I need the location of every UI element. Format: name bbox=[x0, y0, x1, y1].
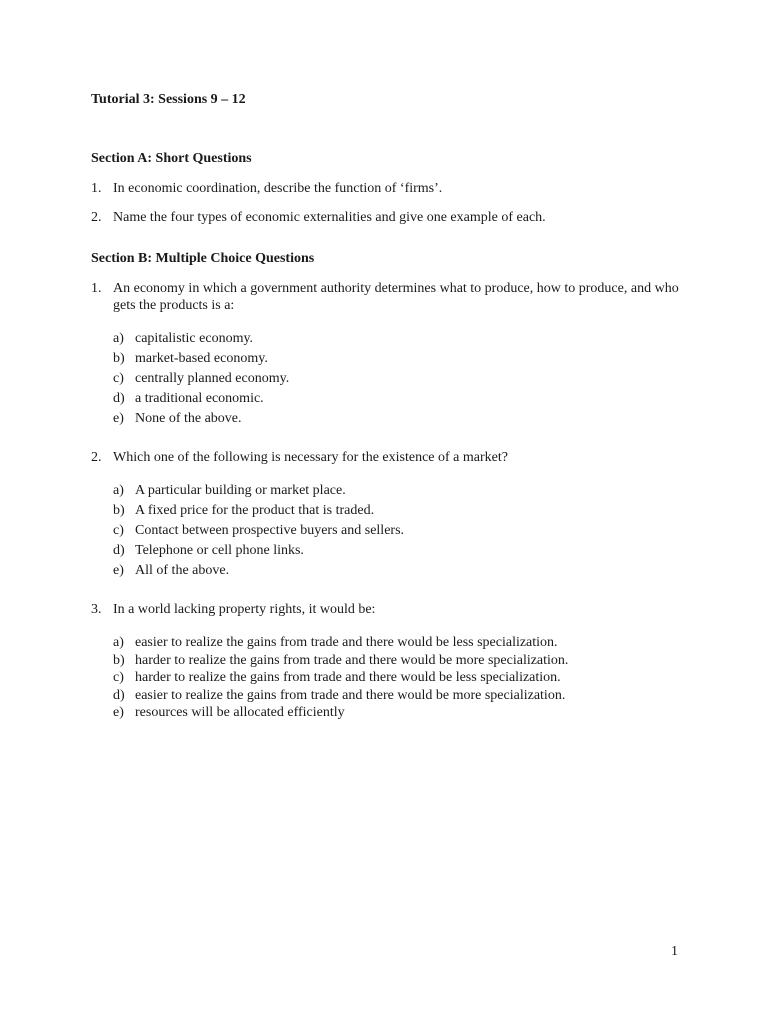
question-text: Name the four types of economic externalities and give one example of each. bbox=[113, 210, 546, 225]
option-letter: b) bbox=[113, 652, 125, 668]
option-item bbox=[113, 369, 673, 389]
option-letter: a) bbox=[113, 635, 124, 650]
option-text: capitalistic economy. bbox=[135, 331, 254, 346]
option-text: easier to realize the gains from trade and there would be less specialization. bbox=[135, 635, 558, 650]
option-item bbox=[113, 481, 673, 501]
mcq-1-options bbox=[113, 329, 673, 429]
section-b-heading: Section B: Multiple Choice Questions bbox=[91, 251, 315, 266]
option-letter: d) bbox=[113, 687, 125, 703]
option-item bbox=[113, 634, 673, 652]
option-item bbox=[113, 541, 673, 561]
option-letter: c) bbox=[113, 371, 124, 386]
option-letter: a) bbox=[113, 331, 124, 346]
question-text: Which one of the following is necessary for the existence of a market? bbox=[113, 450, 508, 465]
option-text: centrally planned economy. bbox=[135, 371, 290, 386]
option-text: a traditional economic. bbox=[135, 391, 264, 406]
option-letter: d) bbox=[113, 543, 125, 558]
option-item bbox=[113, 652, 673, 670]
option-letter: d) bbox=[113, 391, 125, 406]
option-text: harder to realize the gains from trade and there would be more specialization. bbox=[135, 652, 569, 668]
option-text: A fixed price for the product that is traded. bbox=[135, 503, 375, 518]
option-item bbox=[113, 329, 673, 349]
option-letter: b) bbox=[113, 503, 125, 518]
option-letter: a) bbox=[113, 483, 124, 498]
option-letter: c) bbox=[113, 670, 124, 685]
option-letter: b) bbox=[113, 351, 125, 366]
mcq-question-2 bbox=[91, 449, 691, 466]
mcq-question-1 bbox=[91, 280, 691, 314]
option-item bbox=[113, 687, 673, 705]
option-letter: e) bbox=[113, 563, 124, 578]
option-item bbox=[113, 704, 673, 722]
page-number: 1 bbox=[671, 944, 678, 959]
option-text: Telephone or cell phone links. bbox=[135, 543, 304, 558]
option-letter: e) bbox=[113, 705, 124, 720]
option-text: resources will be allocated efficiently bbox=[135, 705, 345, 720]
option-item bbox=[113, 349, 673, 369]
option-text: easier to realize the gains from trade and there would be more specialization. bbox=[135, 687, 566, 703]
section-a-heading: Section A: Short Questions bbox=[91, 151, 252, 166]
option-text: All of the above. bbox=[135, 563, 230, 578]
option-item bbox=[113, 501, 673, 521]
question-number: 3. bbox=[91, 602, 102, 617]
short-question-2 bbox=[91, 209, 691, 226]
question-number: 2. bbox=[91, 210, 102, 225]
option-text: harder to realize the gains from trade and there would be less specialization. bbox=[135, 670, 561, 685]
document-title: Tutorial 3: Sessions 9 – 12 bbox=[91, 92, 246, 107]
option-letter: e) bbox=[113, 411, 124, 426]
question-text: In economic coordination, describe the function of ‘firms’. bbox=[113, 181, 443, 196]
option-text: None of the above. bbox=[135, 411, 242, 426]
option-item bbox=[113, 561, 673, 581]
mcq-3-options bbox=[113, 634, 673, 722]
option-text: market-based economy. bbox=[135, 351, 268, 366]
mcq-question-3 bbox=[91, 601, 691, 618]
question-text: In a world lacking property rights, it would be: bbox=[113, 602, 376, 617]
option-item bbox=[113, 389, 673, 409]
option-item bbox=[113, 409, 673, 429]
option-text: Contact between prospective buyers and sellers. bbox=[135, 523, 405, 538]
option-item bbox=[113, 669, 673, 687]
question-text: An economy in which a government authority determines what to produce, how to produce, and who gets the products is a: bbox=[113, 281, 679, 313]
question-number: 1. bbox=[91, 281, 102, 296]
mcq-2-options bbox=[113, 481, 673, 581]
option-item bbox=[113, 521, 673, 541]
option-letter: c) bbox=[113, 523, 124, 538]
question-number: 2. bbox=[91, 450, 102, 465]
option-text: A particular building or market place. bbox=[135, 483, 346, 498]
short-question-1 bbox=[91, 180, 691, 197]
question-number: 1. bbox=[91, 181, 102, 196]
